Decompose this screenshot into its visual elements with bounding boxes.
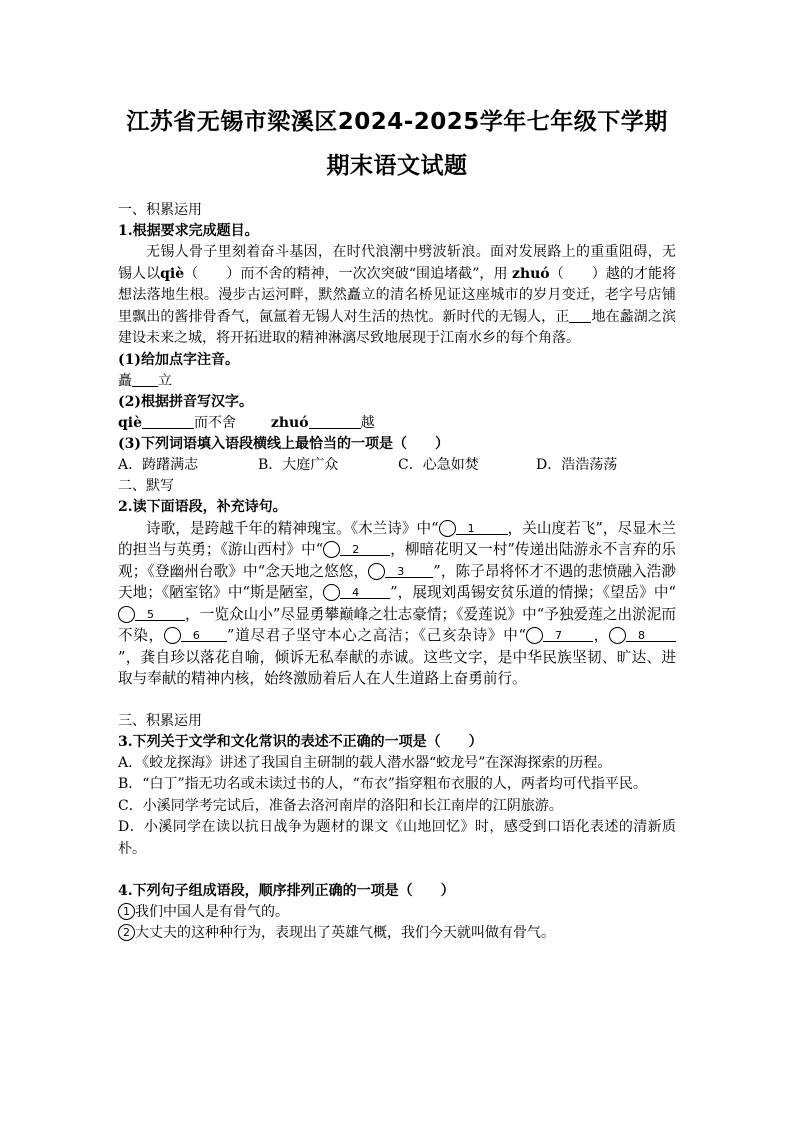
question-2-passage	[118, 518, 676, 690]
option-a[interactable]: A．踌躇满志	[118, 456, 199, 473]
sub-1-answer-line	[118, 371, 676, 392]
poem-blank-1[interactable]	[456, 520, 508, 535]
poem-text-5: ”，展现刘禹锡安贫乐道的情操；《望岳》中“	[390, 584, 676, 601]
question-4-stem: 4.下列句子组成语段，顺序排列正确的一项是（ ）	[118, 883, 455, 899]
question-4-sentence-2	[118, 923, 676, 944]
sub-question-3: (3)下列词语填入语段横线上最恰当的一项是（ ）	[118, 435, 449, 452]
exam-page	[118, 100, 676, 944]
sub-2-blank-b[interactable]	[309, 414, 361, 429]
question-3-option-d[interactable]: D．小溪同学在读以抗日战争为题材的课文《山地回忆》时，感受到口语化表述的清新质朴。	[118, 819, 676, 857]
poem-text-7: ”道尽君子坚守本心之高洁；《己亥杂诗》中“	[226, 627, 526, 644]
poem-blank-2[interactable]	[340, 541, 390, 556]
question-3-option-b[interactable]: B．“白丁”指无功名或未读过书的人，“布衣”指穿粗布衣服的人，两者均可代指平民。	[118, 776, 647, 792]
sentence-1-text: 我们中国人是有骨气的。	[135, 904, 289, 920]
sub-2-answer-line	[118, 413, 676, 434]
passage-part-1: 无锡人骨子里刻着奋斗基因，在时代浪潮中劈波斩浪。面对发展路上的重重阻碍，无锡人以	[118, 244, 676, 282]
sub-3-options	[118, 455, 676, 476]
question-1-passage	[118, 242, 676, 350]
blank-number-8: 8	[609, 627, 626, 644]
section-3-header: 三、积累运用	[118, 712, 202, 729]
sub-1-blank[interactable]	[132, 372, 158, 387]
section-1-header: 一、积累运用	[118, 202, 202, 218]
question-4-sentence-1	[118, 902, 676, 923]
answer-paren-1[interactable]: （ ）	[184, 265, 241, 282]
sentence-number-1: 1	[118, 903, 135, 920]
poem-blank-4[interactable]	[340, 584, 390, 599]
poem-blank-7[interactable]	[543, 627, 593, 642]
poem-blank-6[interactable]	[181, 627, 227, 642]
blank-number-3: 3	[368, 563, 385, 580]
sub-1-word: 立	[158, 372, 172, 389]
sentence-2-text: 大丈夫的这种种行为，表现出了英雄气概，我们今天就叫做有骨气。	[135, 925, 555, 941]
sub-2-blank-a[interactable]	[142, 414, 194, 429]
blank-number-2: 2	[323, 541, 340, 558]
poem-text-3: ，柳暗花明又一村”传递出陆游永不言弃的乐观；《登幽州台歌》中“念天地之悠悠，	[118, 541, 676, 580]
poem-text-2: ，关山度若飞”，尽显木兰的担当与英勇；《游山西村》中“	[118, 519, 676, 558]
sub-question-1: (1)给加点字注音。	[118, 351, 239, 368]
poem-blank-3[interactable]	[385, 563, 433, 578]
question-3-option-c[interactable]: C．小溪同学考完试后，准备去洛河南岸的洛阳和长江南岸的江阴旅游。	[118, 797, 563, 814]
question-3-option-a[interactable]: A．《蛟龙探海》讲述了我国自主研制的载人潜水器“蛟龙号”在深海探索的历程。	[118, 754, 612, 771]
sub-2-pinyin-zhuo: zhuó	[270, 414, 309, 431]
passage-part-4: 地在蠡湖之滨建设未来之城，将开拓进取的精神淋漓尽致地展现于江南水乡的每个角落。	[118, 308, 677, 346]
question-3-stem: 3.下列关于文学和文化常识的表述不正确的一项是（ ）	[118, 733, 483, 750]
title-line-1: 江苏省无锡市梁溪区2024-2025学年七年级下学期	[126, 109, 668, 135]
blank-number-1: 1	[439, 520, 456, 537]
blank-number-7: 7	[526, 627, 543, 644]
sub-2-word-b: 越	[360, 414, 375, 431]
question-1-stem: 1.根据要求完成题目。	[118, 223, 259, 239]
poem-text-4: ”，陈子昂将怀才不遇的悲愤融入浩渺天地；《陋室铭》中“斯是陋室，	[118, 562, 676, 601]
section-2-header: 二、默写	[118, 477, 174, 494]
fill-blank[interactable]	[569, 308, 591, 323]
blank-number-5: 5	[118, 606, 135, 623]
sub-question-2: (2)根据拼音写汉字。	[118, 393, 253, 410]
poem-text-9: ”，龚自珍以落花自喻，倾诉无私奉献的赤诚。这些文字，是中华民族坚韧、旷达、进取与奉献的精神内核，始终激励着后人在人生道路上奋勇前行。	[118, 648, 676, 687]
poem-text-8: ，	[592, 627, 609, 644]
poem-text-1: 诗歌，是跨越千年的精神瑰宝。《木兰诗》中“	[146, 519, 439, 537]
poem-text-6: ，一览众山小”尽显勇攀巅峰之壮志豪情；《爱莲说》中“予独爱莲之出淤泥而不染，	[118, 605, 676, 644]
passage-part-2: 而不舍的精神，一次次突破“围追堵截”，用	[240, 265, 508, 282]
sub-2-word-a: 而不舍	[194, 414, 237, 431]
pinyin-qie: qiè	[160, 265, 185, 282]
sub-1-char: 矗	[118, 372, 132, 389]
sentence-number-2: 2	[118, 924, 135, 941]
option-c[interactable]: C．心急如焚	[398, 456, 479, 473]
poem-blank-5[interactable]	[135, 606, 185, 621]
answer-paren-2[interactable]: （ ）	[549, 265, 606, 282]
exam-title	[118, 100, 676, 188]
passage-part-3: 越的才能将想法落地生根。漫步古运河畔，默然矗立的清名桥见证这座城市的岁月变迁，老字号店铺里飘出的酱排骨香气，氤氲着无锡人对生活的热忱。新时代的无锡人，正	[118, 265, 677, 325]
question-2-stem: 2.读下面语段，补充诗句。	[118, 498, 287, 515]
poem-blank-8[interactable]	[626, 627, 676, 642]
option-b[interactable]: B．大庭广众	[258, 456, 339, 473]
blank-number-4: 4	[323, 584, 340, 601]
blank-number-6: 6	[164, 627, 181, 644]
pinyin-zhuo: zhuó	[512, 265, 550, 282]
sub-2-pinyin-qie: qiè	[118, 414, 143, 431]
option-d[interactable]: D．浩浩荡荡	[536, 456, 618, 473]
title-line-2: 期末语文试题	[326, 153, 468, 179]
